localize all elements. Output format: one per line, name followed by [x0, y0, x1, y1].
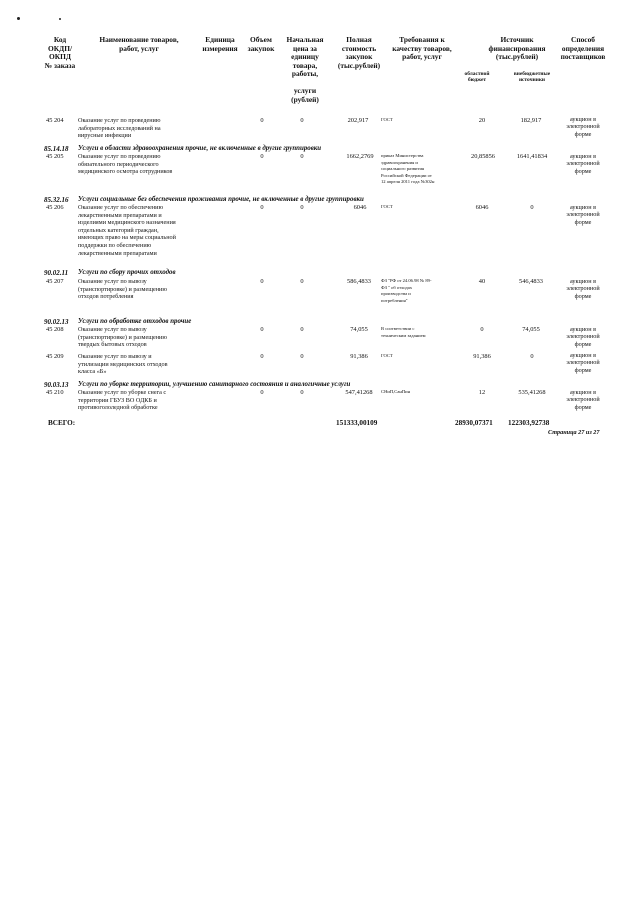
row-total: 1662,2769	[346, 153, 374, 160]
group-title: Услуги в области здравоохранения прочие, не включенные в другие группировки	[78, 145, 322, 152]
group-title: Услуги по уборке территории, улучшению санитарного состояния и аналогичные услуги	[78, 381, 351, 388]
row-volume: 0	[260, 117, 264, 124]
row-total: 6046	[353, 204, 367, 211]
row-price: 0	[300, 278, 304, 285]
row-requirements: ГОСТ	[381, 117, 393, 122]
row-volume: 0	[260, 326, 264, 333]
row-regional: 91,386	[473, 353, 491, 360]
header-unit: Единица измерения	[202, 35, 238, 53]
group-title: Услуги по обработке отходов прочие	[78, 318, 192, 325]
row-price: 0	[300, 389, 304, 396]
group-code: 90.02.11	[44, 269, 69, 277]
row-volume: 0	[260, 153, 264, 160]
row-name: Оказание услуг по проведению обязательного периодического медицинского осмотра сотрудников	[78, 153, 173, 176]
row-code: 45 206	[46, 204, 64, 211]
row-requirements: ГОСТ	[381, 353, 393, 358]
row-method: аукцион в электронной форме	[566, 153, 600, 175]
row-volume: 0	[260, 389, 264, 396]
row-name: Оказание услуг по проведению лабораторных исследований на вирусные инфекции	[78, 117, 161, 140]
group-code: 85.14.18	[44, 145, 69, 153]
row-extra: 182,917	[520, 117, 542, 124]
row-price: 0	[300, 326, 304, 333]
row-code: 45 210	[46, 389, 64, 396]
row-requirements: приказ Министерства здравоохранения и социального развития Российской Федерации от 12 апреля 2011 года №302н	[381, 153, 435, 185]
scan-dot	[17, 17, 20, 20]
row-price: 0	[300, 117, 304, 124]
row-requirements: ФЗ "РФ от 24.06.98 № 89- ФЗ " об отходах производства и потребления"	[381, 278, 432, 303]
row-extra: 0	[530, 353, 534, 360]
row-method: аукцион в электронной форме	[566, 116, 600, 138]
totals-label: ВСЕГО:	[48, 419, 76, 427]
group-code: 90.03.13	[44, 381, 69, 389]
row-price: 0	[300, 153, 304, 160]
row-total: 202,917	[347, 117, 369, 124]
header-total: Полная стоимость закупок (тыс.рублей)	[337, 35, 381, 70]
row-price: 0	[300, 204, 304, 211]
scan-dot	[59, 18, 61, 20]
totals-extra: 122303,92738	[508, 419, 550, 427]
row-extra: 0	[530, 204, 534, 211]
group-code: 85.32.16	[44, 196, 69, 204]
row-name: Оказание услуг по вывозу и утилизации медицинских отходов класса «Б»	[78, 353, 168, 376]
group-title: Услуги по сбору прочих отходов	[78, 269, 176, 276]
header-volume: Объем закупок	[247, 35, 275, 53]
group-title: Услуги социальные без обеспечения проживания прочие, не включенные в другие группировки	[78, 196, 364, 203]
header-source-extra: внебюджетные источники	[513, 71, 551, 84]
header-name: Наименование товаров, работ, услуг	[99, 35, 179, 53]
group-code: 90.02.13	[44, 318, 69, 326]
row-volume: 0	[260, 278, 264, 285]
row-requirements: В соответствии с техническим заданием	[381, 326, 426, 338]
row-method: аукцион в электронной форме	[566, 326, 600, 348]
row-method: аукцион в электронной форме	[566, 389, 600, 411]
row-extra: 74,055	[522, 326, 540, 333]
header-price: Начальная цена за единицу товара, работы, услуги (рублей)	[286, 35, 324, 104]
totals-regional: 28930,07371	[455, 419, 493, 427]
row-regional: 12	[478, 389, 486, 396]
header-requirements: Требования к качеству товаров, работ, услуг	[392, 35, 452, 62]
header-code: Код ОКДП/ ОКПД № заказа	[44, 35, 76, 70]
row-code: 45 204	[46, 117, 64, 124]
header-method: Способ определения поставщиков	[560, 35, 606, 62]
row-method: аукцион в электронной форме	[566, 204, 600, 226]
row-extra: 546,4833	[519, 278, 543, 285]
header-source-regional: областной бюджет	[464, 71, 490, 84]
row-code: 45 207	[46, 278, 64, 285]
row-method: аукцион в электронной форме	[566, 352, 600, 374]
row-name: Оказание услуг по уборке снега с территории ГБУЗ ВО ОДКБ и противогололедной обработке	[78, 389, 167, 412]
row-requirements: ГОСТ	[381, 204, 393, 209]
row-total: 586,4833	[347, 278, 371, 285]
row-extra: 1641,41834	[516, 153, 548, 160]
row-extra: 535,41268	[518, 389, 546, 396]
row-regional: 20,85856	[471, 153, 495, 160]
row-regional: 6046	[475, 204, 489, 211]
row-name: Оказание услуг по вывозу (транспортировке) и размещению твердых бытовых отходов	[78, 326, 167, 349]
row-name: Оказание услуг по обеспечению лекарственными препаратами и изделиями медицинского назначения отдельных категорий граждан, имеющих право на меры социальной поддержки по обеспечению лекарственными препаратами	[78, 204, 176, 257]
row-price: 0	[300, 353, 304, 360]
totals-total: 151333,00109	[336, 419, 378, 427]
row-code: 45 205	[46, 153, 64, 160]
row-name: Оказание услуг по вывозу (транспортировке) и размещению отходов потребления	[78, 278, 167, 301]
row-regional: 20	[478, 117, 486, 124]
header-source: Источник финансирования (тыс.рублей)	[488, 35, 546, 62]
row-regional: 40	[478, 278, 486, 285]
row-total: 74,055	[350, 326, 368, 333]
row-volume: 0	[260, 353, 264, 360]
row-total: 91,386	[350, 353, 368, 360]
row-method: аукцион в электронной форме	[566, 278, 600, 300]
row-total: 547,41268	[345, 389, 373, 396]
row-code: 45 208	[46, 326, 64, 333]
row-requirements: СНиП,СанПин	[381, 389, 411, 394]
page-number: Страница 27 из 27	[548, 429, 600, 436]
row-volume: 0	[260, 204, 264, 211]
row-regional: 0	[480, 326, 484, 333]
row-code: 45 209	[46, 353, 64, 360]
